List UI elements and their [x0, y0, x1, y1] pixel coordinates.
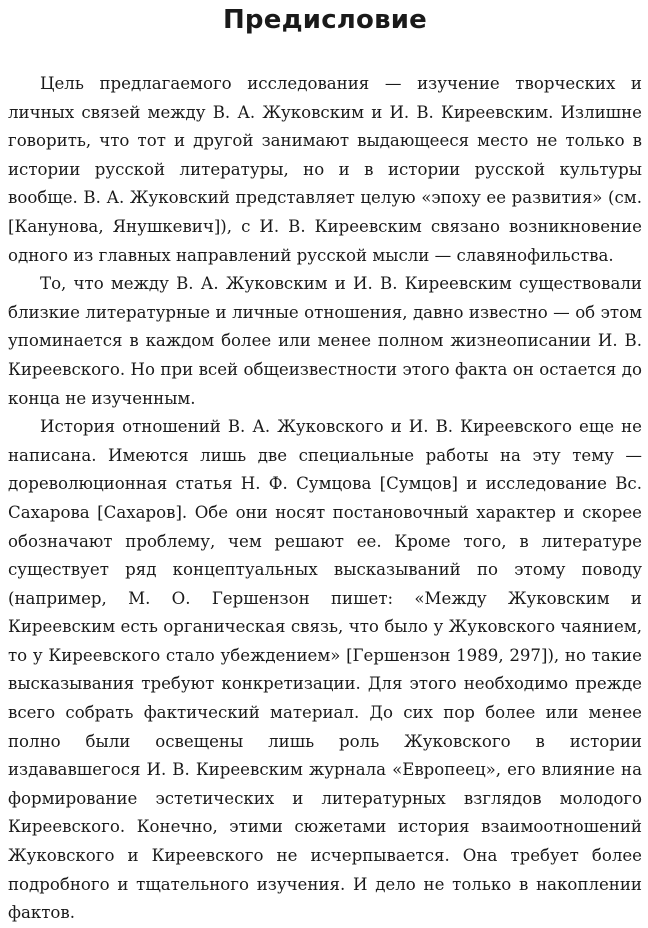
paragraph-1: Цель предлагаемого исследования — изучение творческих и личных связей между В. А. Жуковским и И. В. Киреевским. Излишне говорить, что тот и другой занимают выдающееся место не только в истории русской литературы, но и в истории русской культуры вообще. В. А. Жуковский представляет целую «эпоху ее развития» (см. [Канунова, Янушкевич]), с И. В. Киреевским связано возникновение одного из главных направлений русской мысли — славянофильства.	[8, 74, 642, 265]
chapter-heading: Предисловие	[222, 5, 428, 35]
paragraph-2: То, что между В. А. Жуковским и И. В. Киреевским существовали близкие литературные и личные отношения, давно известно — об этом упоминается в каждом более или менее полном жизнеописании И. В. Киреевского. Но при всей общеизвестности этого факта он остается до конца не изученным.	[8, 274, 642, 408]
paragraph-3: История отношений В. А. Жуковского и И. В. Киреевского еще не написана. Имеются лишь две специальные работы на эту тему — дореволюционная статья Н. Ф. Сумцова [Сумцов] и исследование Вс. Сахарова [Сахаров]. Обе они носят постановочный характер и скорее обозначают проблему, чем решают ее. Кроме того, в литературе существует ряд концептуальных высказываний по этому поводу (например, М. О. Гершензон пишет: «Между Жуковским и Киреевским есть органическая связь, что было у Жуковского чаянием, то у Киреевского стало убеждением» [Гершензон 1989, 297]), но такие высказывания требуют конкретизации. Для этого необходимо прежде всего собрать фактический материал. До сих пор более или менее полно были освещены лишь роль Жуковского в истории издававшегося И. В. Киреевским журнала «Европеец», его влияние на формирование эстетических и литературных взглядов молодого Киреевского. Конечно, этими сюжетами история взаимоотношений Жуковского и Киреевского не исчерпывается. Она требует более подробного и тщательного изучения. И дело не только в накоплении фактов.	[8, 417, 642, 923]
body-text	[8, 70, 642, 928]
